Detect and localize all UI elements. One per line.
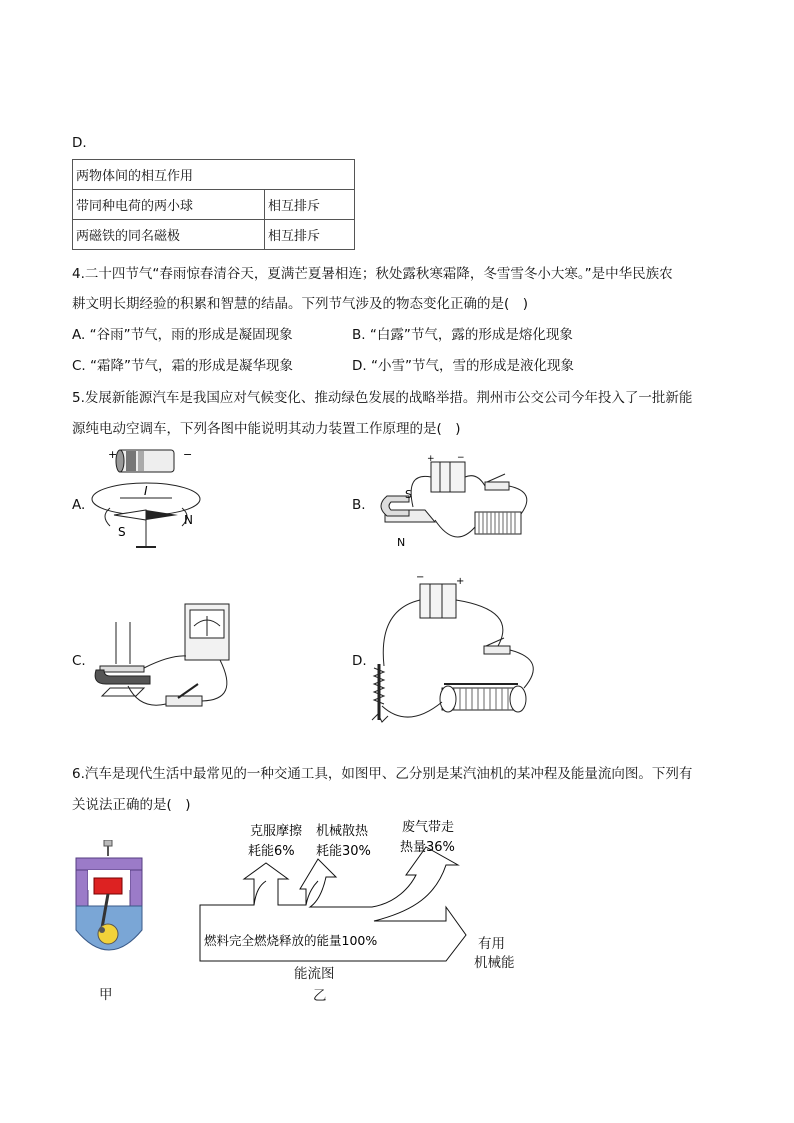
- minus-sign: −: [416, 572, 425, 583]
- crankshaft: [98, 924, 118, 944]
- q6-stem-line1: 6.汽车是现代生活中最常见的一种交通工具，如图甲、乙分别是某汽油机的某冲程及能量流向图。下列有: [72, 766, 693, 782]
- q5-option-b-label[interactable]: B.: [352, 497, 366, 513]
- minus-sign: −: [183, 448, 193, 461]
- conductor-rod: [100, 666, 144, 672]
- piston: [94, 878, 122, 894]
- q5-stem-line1: 5.发展新能源汽车是我国应对气候变化、推动绿色发展的战略举措。荆州市公交公司今年投入了一批新能: [72, 390, 693, 406]
- q5-option-c-label[interactable]: C.: [72, 653, 86, 669]
- switch: [485, 482, 509, 490]
- q4-option-b[interactable]: B. “白露”节气，露的形成是熔化现象: [352, 327, 573, 343]
- table-cell-item: 两磁铁的同名磁极: [73, 220, 265, 250]
- friction-loss-value: 耗能6%: [248, 844, 295, 859]
- useful-energy-label-line1: 有用: [478, 936, 505, 952]
- label-yi: 乙: [313, 988, 327, 1004]
- plus-sign: +: [456, 576, 465, 587]
- south-label: S: [118, 525, 126, 539]
- battery: [431, 462, 465, 492]
- table-header: 两物体间的相互作用: [73, 160, 355, 190]
- option-d-label: D.: [72, 135, 87, 151]
- q5-option-d-label[interactable]: D.: [352, 653, 367, 669]
- q4-option-c[interactable]: C. “霜降”节气，霜的形成是凝华现象: [72, 358, 293, 374]
- interaction-table: [72, 159, 355, 250]
- heat-loss-label: 机械散热: [316, 824, 369, 839]
- exhaust-loss-value: 热量36%: [400, 840, 455, 855]
- south-label: S: [405, 488, 412, 501]
- switch: [166, 696, 202, 706]
- rheostat: [475, 512, 521, 534]
- north-label: N: [184, 513, 193, 527]
- q4-stem-line2: 耕文明长期经验的积累和智慧的结晶。下列节气涉及的物态变化正确的是( ): [72, 296, 529, 312]
- switch: [484, 646, 510, 654]
- table-header-row: [73, 160, 355, 190]
- current-label: I: [144, 484, 148, 498]
- figure-a-solenoid-compass: [86, 446, 206, 556]
- useful-energy-label-line2: 机械能: [474, 955, 515, 971]
- table-cell-item: 带同种电荷的两小球: [73, 190, 265, 220]
- q5-option-a-label[interactable]: A.: [72, 497, 86, 513]
- friction-loss-label: 克服摩擦: [250, 824, 303, 839]
- figure-b-circuit: [365, 452, 545, 552]
- figure-d-electromagnet: [368, 570, 548, 730]
- table-row: [73, 190, 355, 220]
- needle-north: [146, 510, 178, 520]
- energy-flow-caption: 能流图: [294, 966, 335, 982]
- q4-stem-line1: 4.二十四节气“春雨惊春清谷天，夏满芒夏暑相连；秋处露秋寒霜降，冬雪雪冬小大寒。”是中华民族农: [72, 266, 673, 282]
- north-label: N: [397, 536, 406, 549]
- coil-band: [126, 451, 136, 471]
- q5-stem-line2: 源纯电动空调车，下列各图中能说明其动力装置工作原理的是( ): [72, 421, 461, 437]
- table-cell-effect: 相互排斥: [265, 190, 355, 220]
- heat-loss-value: 耗能30%: [316, 844, 371, 859]
- table-row: [73, 220, 355, 250]
- q4-option-a[interactable]: A. “谷雨”节气，雨的形成是凝固现象: [72, 327, 293, 343]
- label-jia: 甲: [99, 987, 113, 1003]
- q6-stem-line2: 关说法正确的是( ): [72, 797, 191, 813]
- plus-sign: +: [427, 454, 435, 464]
- q4-option-d[interactable]: D. “小雪”节气，雪的形成是液化现象: [352, 358, 574, 374]
- battery: [420, 584, 456, 618]
- plus-sign: +: [108, 448, 118, 461]
- table-cell-effect: 相互排斥: [265, 220, 355, 250]
- exhaust-loss-label: 废气带走: [402, 820, 455, 835]
- cylinder-head: [76, 858, 142, 870]
- needle-south: [114, 510, 146, 520]
- engine-cylinder-figure: [68, 840, 158, 970]
- input-energy-label: 燃料完全燃烧释放的能量100%: [204, 933, 378, 948]
- figure-c-generator: [90, 600, 240, 720]
- minus-sign: −: [457, 453, 465, 463]
